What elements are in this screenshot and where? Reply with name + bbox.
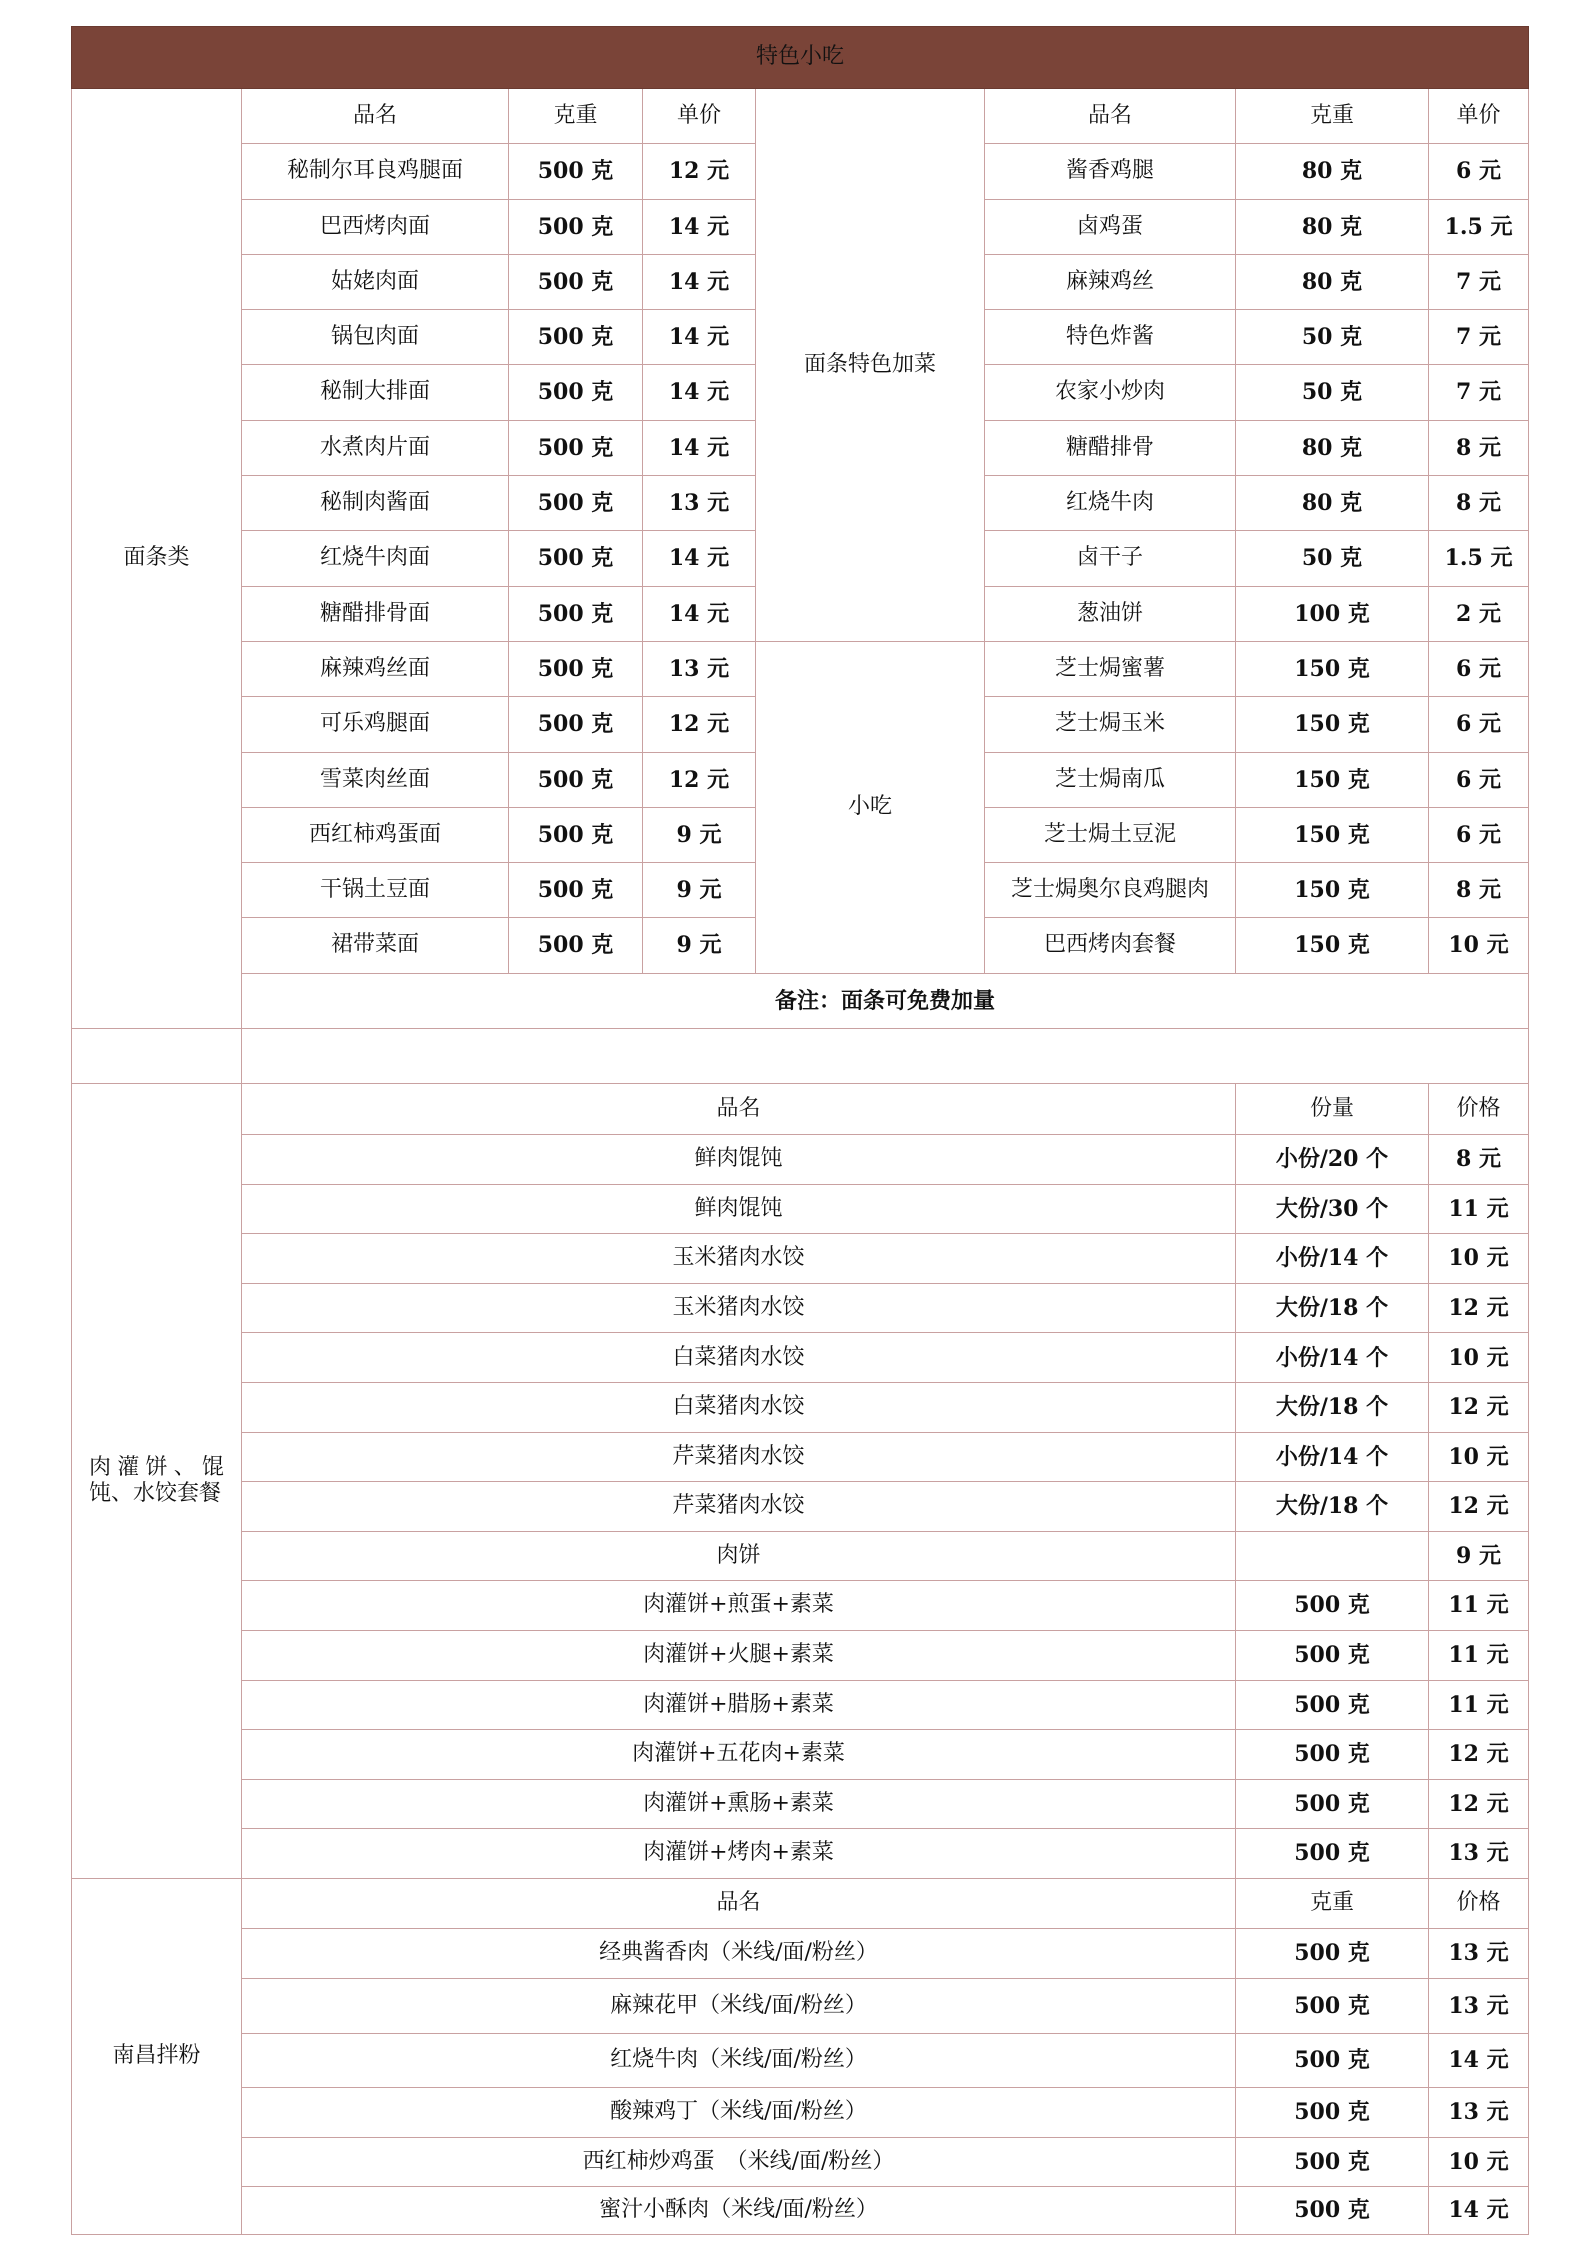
item-name: 姑姥肉面: [242, 254, 509, 309]
side-item-name: 芝士焗土豆泥: [985, 807, 1236, 862]
nanchang-row: [72, 2033, 1529, 2087]
item-portion: 500 克: [1236, 1630, 1429, 1680]
item-name: 白菜猪肉水饺: [242, 1333, 1236, 1383]
item-portion: 500 克: [1236, 1680, 1429, 1730]
note: 备注：面条可免费加量: [242, 973, 1529, 1028]
menu-table: [71, 26, 1529, 2235]
item-weight: 500 克: [509, 144, 643, 199]
item-name: 经典酱香肉（米线/面/粉丝）: [242, 1928, 1236, 1978]
side-item-name: 巴西烤肉套餐: [985, 918, 1236, 973]
item-name: 麻辣鸡丝面: [242, 641, 509, 696]
column-header-weight: 克重: [1236, 89, 1429, 144]
side-item-price: 8 元: [1429, 863, 1529, 918]
side-item-weight: 80 克: [1236, 476, 1429, 531]
item-weight: 500 克: [1236, 1928, 1429, 1978]
item-portion: 大份/18 个: [1236, 1283, 1429, 1333]
item-weight: 500 克: [509, 918, 643, 973]
item-name: 秘制尔耳良鸡腿面: [242, 144, 509, 199]
side-item-weight: 100 克: [1236, 586, 1429, 641]
side-item-name: 芝士焗奥尔良鸡腿肉: [985, 863, 1236, 918]
item-weight: 500 克: [509, 365, 643, 420]
item-price: 12 元: [1429, 1482, 1529, 1532]
side-item-name: 糖醋排骨: [985, 420, 1236, 475]
item-portion: 500 克: [1236, 1730, 1429, 1780]
noodle-header-row: [72, 89, 1529, 144]
item-name: 干锅土豆面: [242, 863, 509, 918]
item-price: 10 元: [1429, 1333, 1529, 1383]
item-portion: 大份/18 个: [1236, 1383, 1429, 1433]
item-price: 11 元: [1429, 1581, 1529, 1631]
item-name: 蜜汁小酥肉（米线/面/粉丝）: [242, 2186, 1236, 2234]
item-weight: 500 克: [1236, 1978, 1429, 2033]
item-name: 糖醋排骨面: [242, 586, 509, 641]
nanchang-row: [72, 2087, 1529, 2137]
combo-row: [72, 1730, 1529, 1780]
combo-row: [72, 1680, 1529, 1730]
item-weight: 500 克: [1236, 2186, 1429, 2234]
combo-row: [72, 1482, 1529, 1532]
side-item-price: 2 元: [1429, 586, 1529, 641]
side-item-name: 卤干子: [985, 531, 1236, 586]
side-item-weight: 150 克: [1236, 752, 1429, 807]
nanchang-row: [72, 1978, 1529, 2033]
item-name: 可乐鸡腿面: [242, 697, 509, 752]
item-weight: 500 克: [509, 641, 643, 696]
item-price: 9 元: [1429, 1531, 1529, 1581]
item-weight: 500 克: [509, 863, 643, 918]
side-item-name: 红烧牛肉: [985, 476, 1236, 531]
side-item-price: 8 元: [1429, 420, 1529, 475]
item-weight: 500 克: [509, 476, 643, 531]
item-name: 巴西烤肉面: [242, 199, 509, 254]
item-portion: 小份/14 个: [1236, 1234, 1429, 1284]
combo-row: [72, 1531, 1529, 1581]
column-header-price: 价格: [1429, 1878, 1529, 1928]
side-item-weight: 80 克: [1236, 420, 1429, 475]
side-item-name: 葱油饼: [985, 586, 1236, 641]
item-price: 13 元: [643, 641, 756, 696]
item-name: 雪菜肉丝面: [242, 752, 509, 807]
side-item-price: 6 元: [1429, 807, 1529, 862]
item-name: 鲜肉馄饨: [242, 1184, 1236, 1234]
spacer-row: [72, 1029, 1529, 1084]
item-portion: 500 克: [1236, 1779, 1429, 1829]
side-item-weight: 150 克: [1236, 641, 1429, 696]
nanchang-row: [72, 1928, 1529, 1978]
noodle-row: [72, 641, 1529, 696]
item-price: 12 元: [643, 697, 756, 752]
item-price: 11 元: [1429, 1630, 1529, 1680]
side-item-weight: 80 克: [1236, 199, 1429, 254]
item-weight: 500 克: [1236, 2087, 1429, 2137]
item-name: 玉米猪肉水饺: [242, 1234, 1236, 1284]
side-item-price: 6 元: [1429, 697, 1529, 752]
combo-row: [72, 1283, 1529, 1333]
item-name: 肉灌饼+五花肉+素菜: [242, 1730, 1236, 1780]
item-weight: 500 克: [509, 254, 643, 309]
item-weight: 500 克: [509, 697, 643, 752]
item-weight: 500 克: [1236, 2137, 1429, 2186]
combo-row: [72, 1630, 1529, 1680]
side-item-price: 10 元: [1429, 918, 1529, 973]
combo-row: [72, 1234, 1529, 1284]
column-header-portion: 份量: [1236, 1084, 1429, 1135]
item-name: 肉饼: [242, 1531, 1236, 1581]
nanchang-header-row: [72, 1878, 1529, 1928]
item-name: 肉灌饼+腊肠+素菜: [242, 1680, 1236, 1730]
item-price: 14 元: [643, 586, 756, 641]
side-item-price: 7 元: [1429, 365, 1529, 420]
combo-row: [72, 1184, 1529, 1234]
item-price: 14 元: [643, 531, 756, 586]
side-group-label: 面条特色加菜: [756, 89, 985, 642]
item-price: 13 元: [1429, 1829, 1529, 1879]
item-weight: 500 克: [509, 199, 643, 254]
category-label-noodles: 面条类: [72, 89, 242, 1029]
item-price: 9 元: [643, 863, 756, 918]
side-item-price: 6 元: [1429, 641, 1529, 696]
item-price: 14 元: [643, 254, 756, 309]
item-weight: 500 克: [509, 752, 643, 807]
column-header-name: 品名: [242, 1878, 1236, 1928]
item-price: 10 元: [1429, 1432, 1529, 1482]
item-price: 14 元: [1429, 2033, 1529, 2087]
side-item-price: 7 元: [1429, 254, 1529, 309]
combo-header-row: [72, 1084, 1529, 1135]
note-row: [72, 973, 1529, 1028]
combo-row: [72, 1383, 1529, 1433]
item-name: 水煮肉片面: [242, 420, 509, 475]
column-header-name: 品名: [242, 1084, 1236, 1135]
item-portion: 小份/14 个: [1236, 1432, 1429, 1482]
column-header-name: 品名: [985, 89, 1236, 144]
item-price: 12 元: [643, 144, 756, 199]
side-group-label: 小吃: [756, 641, 985, 973]
side-item-weight: 50 克: [1236, 531, 1429, 586]
item-weight: 500 克: [509, 420, 643, 475]
category-label-nanchang: 南昌拌粉: [72, 1878, 242, 2234]
item-portion: [1236, 1531, 1429, 1581]
item-price: 12 元: [643, 752, 756, 807]
side-item-name: 芝士焗蜜薯: [985, 641, 1236, 696]
side-item-weight: 50 克: [1236, 365, 1429, 420]
nanchang-row: [72, 2137, 1529, 2186]
item-price: 12 元: [1429, 1383, 1529, 1433]
side-item-name: 酱香鸡腿: [985, 144, 1236, 199]
side-item-name: 芝士焗玉米: [985, 697, 1236, 752]
item-price: 11 元: [1429, 1680, 1529, 1730]
item-name: 白菜猪肉水饺: [242, 1383, 1236, 1433]
item-price: 9 元: [643, 807, 756, 862]
combo-row: [72, 1581, 1529, 1631]
side-item-price: 6 元: [1429, 752, 1529, 807]
combo-row: [72, 1432, 1529, 1482]
item-name: 裙带菜面: [242, 918, 509, 973]
side-item-name: 芝士焗南瓜: [985, 752, 1236, 807]
combo-row: [72, 1333, 1529, 1383]
item-price: 13 元: [643, 476, 756, 531]
item-price: 9 元: [643, 918, 756, 973]
item-name: 肉灌饼+熏肠+素菜: [242, 1779, 1236, 1829]
side-item-name: 特色炸酱: [985, 310, 1236, 365]
item-name: 秘制肉酱面: [242, 476, 509, 531]
page-title: 特色小吃: [72, 27, 1529, 89]
item-name: 肉灌饼+煎蛋+素菜: [242, 1581, 1236, 1631]
side-item-price: 1.5 元: [1429, 199, 1529, 254]
column-header-price: 单价: [1429, 89, 1529, 144]
side-item-price: 8 元: [1429, 476, 1529, 531]
item-portion: 500 克: [1236, 1829, 1429, 1879]
item-price: 13 元: [1429, 1978, 1529, 2033]
item-name: 西红柿鸡蛋面: [242, 807, 509, 862]
category-label-combos: 肉灌饼、馄饨、水饺套餐: [72, 1084, 242, 1879]
combo-row: [72, 1779, 1529, 1829]
item-price: 14 元: [1429, 2186, 1529, 2234]
side-item-price: 7 元: [1429, 310, 1529, 365]
item-name: 芹菜猪肉水饺: [242, 1432, 1236, 1482]
side-item-name: 农家小炒肉: [985, 365, 1236, 420]
empty-cell: [242, 1029, 1529, 1084]
menu-body: [72, 89, 1529, 2235]
side-item-name: 麻辣鸡丝: [985, 254, 1236, 309]
item-name: 肉灌饼+火腿+素菜: [242, 1630, 1236, 1680]
item-portion: 小份/14 个: [1236, 1333, 1429, 1383]
nanchang-row: [72, 2186, 1529, 2234]
item-price: 8 元: [1429, 1135, 1529, 1185]
side-item-price: 1.5 元: [1429, 531, 1529, 586]
item-weight: 500 克: [509, 531, 643, 586]
column-header-price: 单价: [643, 89, 756, 144]
item-name: 西红柿炒鸡蛋 （米线/面/粉丝）: [242, 2137, 1236, 2186]
empty-cell: [72, 1029, 242, 1084]
item-name: 红烧牛肉面: [242, 531, 509, 586]
item-weight: 500 克: [509, 586, 643, 641]
item-price: 12 元: [1429, 1283, 1529, 1333]
column-header-name: 品名: [242, 89, 509, 144]
item-price: 10 元: [1429, 1234, 1529, 1284]
item-name: 麻辣花甲（米线/面/粉丝）: [242, 1978, 1236, 2033]
side-item-weight: 150 克: [1236, 918, 1429, 973]
title-row: [72, 27, 1529, 89]
item-name: 锅包肉面: [242, 310, 509, 365]
item-portion: 500 克: [1236, 1581, 1429, 1631]
side-item-weight: 150 克: [1236, 697, 1429, 752]
item-name: 红烧牛肉（米线/面/粉丝）: [242, 2033, 1236, 2087]
item-name: 芹菜猪肉水饺: [242, 1482, 1236, 1532]
combo-row: [72, 1135, 1529, 1185]
item-portion: 大份/18 个: [1236, 1482, 1429, 1532]
item-price: 13 元: [1429, 2087, 1529, 2137]
item-price: 14 元: [643, 310, 756, 365]
item-name: 鲜肉馄饨: [242, 1135, 1236, 1185]
column-header-price: 价格: [1429, 1084, 1529, 1135]
side-item-price: 6 元: [1429, 144, 1529, 199]
item-price: 14 元: [643, 420, 756, 475]
item-price: 11 元: [1429, 1184, 1529, 1234]
item-price: 12 元: [1429, 1779, 1529, 1829]
item-name: 秘制大排面: [242, 365, 509, 420]
item-price: 14 元: [643, 365, 756, 420]
item-weight: 500 克: [1236, 2033, 1429, 2087]
side-item-weight: 50 克: [1236, 310, 1429, 365]
item-portion: 小份/20 个: [1236, 1135, 1429, 1185]
side-item-weight: 80 克: [1236, 254, 1429, 309]
side-item-weight: 150 克: [1236, 863, 1429, 918]
item-weight: 500 克: [509, 807, 643, 862]
side-item-weight: 80 克: [1236, 144, 1429, 199]
item-price: 10 元: [1429, 2137, 1529, 2186]
side-item-name: 卤鸡蛋: [985, 199, 1236, 254]
item-price: 14 元: [643, 199, 756, 254]
item-weight: 500 克: [509, 310, 643, 365]
item-name: 玉米猪肉水饺: [242, 1283, 1236, 1333]
item-name: 酸辣鸡丁（米线/面/粉丝）: [242, 2087, 1236, 2137]
item-price: 12 元: [1429, 1730, 1529, 1780]
side-item-weight: 150 克: [1236, 807, 1429, 862]
item-name: 肉灌饼+烤肉+素菜: [242, 1829, 1236, 1879]
item-price: 13 元: [1429, 1928, 1529, 1978]
column-header-weight: 克重: [1236, 1878, 1429, 1928]
item-portion: 大份/30 个: [1236, 1184, 1429, 1234]
column-header-weight: 克重: [509, 89, 643, 144]
combo-row: [72, 1829, 1529, 1879]
